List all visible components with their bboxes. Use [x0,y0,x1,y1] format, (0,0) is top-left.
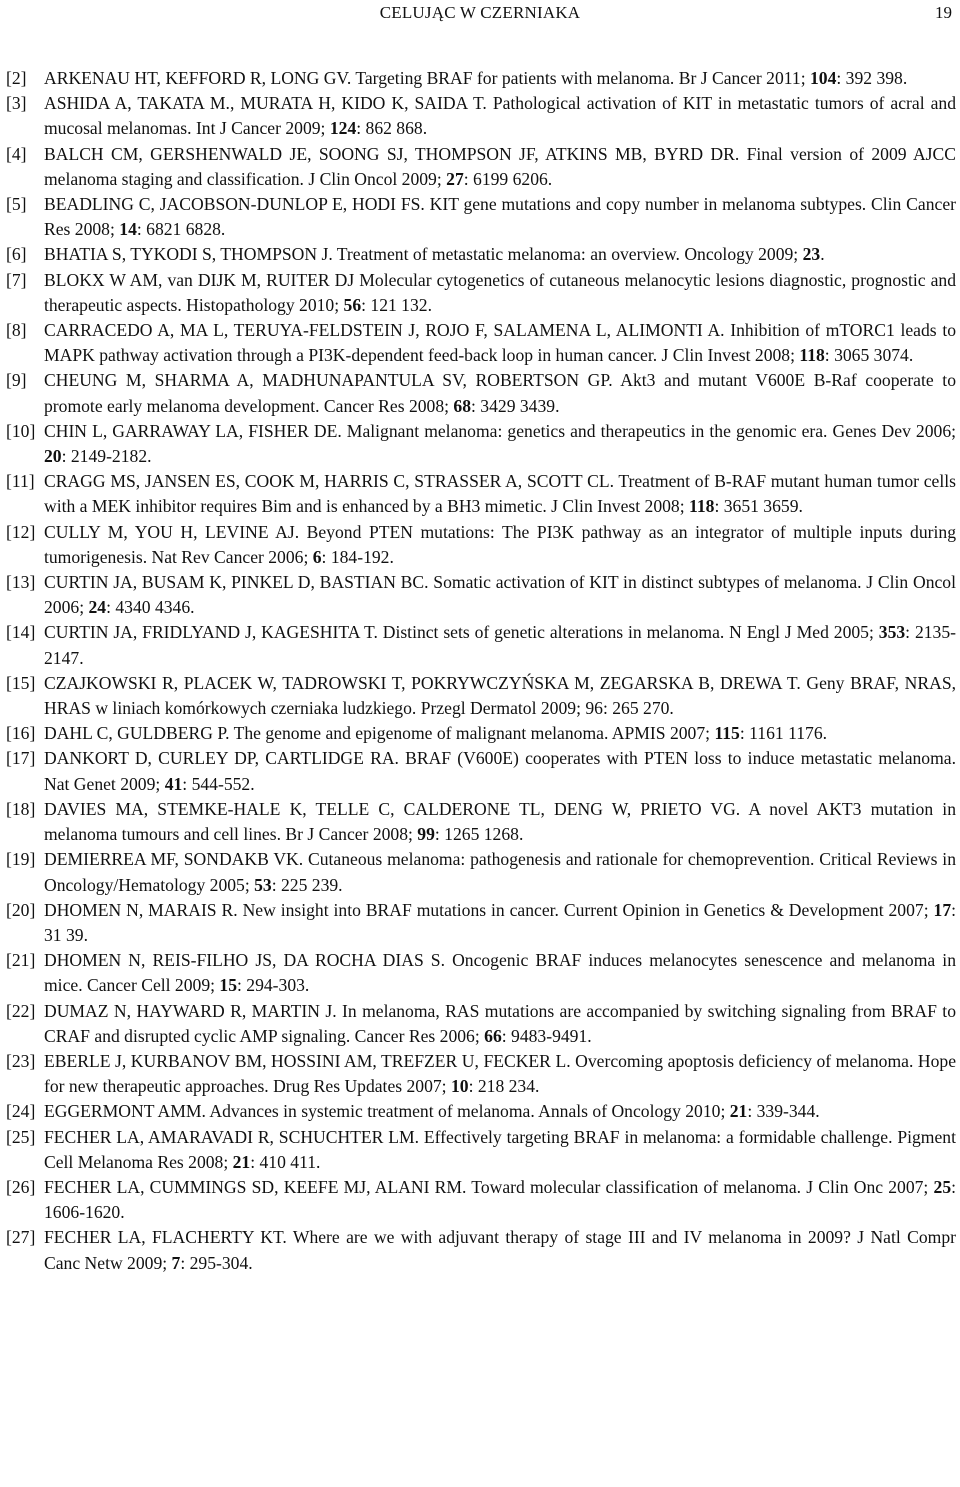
reference-entry [6,898,956,948]
reference-entry [6,1225,956,1275]
reference-number: [24] [6,1101,36,1122]
reference-pages: : 1265 1268. [434,824,524,845]
reference-text [44,270,956,315]
reference-volume: 10 [450,1076,469,1097]
reference-pages: : 1161 1176. [739,723,828,744]
reference-number: [17] [6,748,36,769]
reference-volume: 21 [232,1151,251,1172]
reference-volume: 24 [88,597,107,618]
reference-entry [6,671,956,721]
reference-number: [9] [6,370,27,391]
reference-volume: 14 [119,219,137,240]
reference-number: [15] [6,672,36,693]
reference-citation: BALCH CM, GERSHENWALD JE, SOONG SJ, THOMPSON JF, ATKINS MB, BYRD DR. Final version of 2009 AJCC melanoma staging and classification. J Clin Oncol 2009; [44,143,956,189]
reference-citation: DAHL C, GULDBERG P. The genome and epigenome of malignant melanoma. APMIS 2007; [44,723,715,744]
reference-text [44,900,956,945]
reference-citation: EGGERMONT AMM. Advances in systemic treatment of melanoma. Annals of Oncology 2010; [44,1101,730,1122]
reference-pages: : 225 239. [271,874,343,895]
reference-volume: 21 [729,1101,748,1122]
reference-pages: : 294-303. [237,975,310,996]
reference-volume: 124 [329,118,357,139]
reference-text [44,68,907,88]
reference-text [44,723,827,743]
reference-number: [4] [6,143,27,164]
reference-entry [6,318,956,368]
reference-citation: BLOKX W AM, van DIJK M, RUITER DJ Molecular cytogenetics of cutaneous melanocytic lesions diagnostic, prognostic and therapeutic aspects. Histopathology 2010; [44,269,956,315]
reference-pages: : 544-552. [182,773,255,794]
reference-pages: : 2135-2147. [44,622,956,668]
reference-number: [14] [6,622,36,643]
reference-text [44,572,956,617]
reference-citation: BEADLING C, JACOBSON-DUNLOP E, HODI FS. KIT gene mutations and copy number in melanoma subtypes. Clin Cancer Res 2008; [44,194,956,240]
reference-entry [6,469,956,519]
running-title: CELUJĄC W CZERNIAKA [379,3,581,22]
reference-list [6,66,956,1276]
reference-volume: 27 [446,168,464,189]
reference-number: [13] [6,572,36,593]
reference-entry [6,1049,956,1099]
reference-entry [6,948,956,998]
reference-entry [6,192,956,242]
reference-pages: : 410 411. [250,1151,321,1172]
reference-citation: DEMIERREA MF, SONDAKB VK. Cutaneous melanoma: pathogenesis and rationale for chemoprevention. Critical Reviews in Oncology/Hematology 2005; [44,849,956,895]
reference-citation: EBERLE J, KURBANOV BM, HOSSINI AM, TREFZER U, FECKER L. Overcoming apoptosis deficiency of melanoma. Hope for new therapeutic approaches. Drug Res Updates 2007; [44,1050,956,1097]
reference-text [44,799,956,844]
reference-entry [6,620,956,670]
reference-number: [22] [6,1000,36,1021]
reference-citation: CRAGG MS, JANSEN ES, COOK M, HARRIS C, STRASSER A, SCOTT CL. Treatment of B-RAF mutant human tumor cells with a MEK inhibitor requires Bim and is enhanced by a BH3 mimetic. J Clin Invest 2008; [44,471,956,517]
reference-volume: 53 [254,874,272,895]
reference-volume: 68 [453,395,472,416]
reference-text [44,1001,956,1046]
reference-citation: CHIN L, GARRAWAY LA, FISHER DE. Malignant melanoma: genetics and therapeutics in the genomic era. Genes Dev 2006; [44,420,956,441]
reference-entry [6,570,956,620]
reference-pages: : 6199 6206. [463,168,553,189]
reference-text [44,950,956,995]
reference-pages: : 6821 6828. [136,219,226,240]
reference-pages: : 1606-1620. [44,1176,956,1223]
reference-entry [6,999,956,1049]
reference-text [44,244,825,264]
reference-pages: : 31 39. [44,899,956,945]
page-number: 19 [935,3,952,22]
reference-entry [6,520,956,570]
reference-citation: DHOMEN N, REIS-FILHO JS, DA ROCHA DIAS S. Oncogenic BRAF induces melanocytes senescence and melanoma in mice. Cancer Cell 2009; [44,950,956,996]
reference-citation: CZAJKOWSKI R, PLACEK W, TADROWSKI T, POKRYWCZYŃSKA M, ZEGARSKA B, DREWA T. Geny BRAF, NRAS, HRAS w liniach komórkowych czerniaka ludzkiego. Przegl Dermatol 2009; 96: 265 270. [44,672,956,719]
reference-number: [26] [6,1176,36,1197]
reference-text [44,522,956,567]
reference-text [44,673,956,718]
reference-citation: DAVIES MA, STEMKE-HALE K, TELLE C, CALDERONE TL, DENG W, PRIETO VG. A novel AKT3 mutation in melanoma tumours and cell lines. Br J Cancer 2008; [44,798,956,845]
reference-text [44,849,956,894]
reference-entry [6,1125,956,1175]
reference-text [44,471,956,516]
reference-citation: CHEUNG M, SHARMA A, MADHUNAPANTULA SV, ROBERTSON GP. Akt3 and mutant V600E B-Raf cooperate to promote early melanoma development. Cancer Res 2008; [44,370,956,416]
reference-entry [6,242,956,267]
reference-entry [6,847,956,897]
reference-text [44,421,956,466]
reference-entry [6,797,956,847]
reference-citation: CURTIN JA, FRIDLYAND J, KAGESHITA T. Distinct sets of genetic alterations in melanoma. N Engl J Med 2005; [44,622,879,643]
reference-text [44,622,956,667]
reference-pages: : 2149-2182. [61,446,152,467]
reference-text [44,748,956,793]
reference-citation: BHATIA S, TYKODI S, THOMPSON J. Treatment of metastatic melanoma: an overview. Oncology 2009; [44,244,803,265]
reference-number: [19] [6,849,36,870]
reference-pages: : 339-344. [747,1101,820,1122]
reference-number: [6] [6,244,27,265]
reference-volume: 20 [44,446,62,467]
reference-volume: 118 [689,496,715,517]
reference-text [44,144,956,189]
reference-citation: DHOMEN N, MARAIS R. New insight into BRAF mutations in cancer. Current Opinion in Genetics & Development 2007; [44,899,934,920]
reference-volume: 104 [810,68,837,88]
reference-text [44,93,956,138]
reference-entry [6,419,956,469]
reference-entry [6,91,956,141]
reference-text [44,1101,820,1121]
reference-pages: : 184-192. [321,546,394,567]
reference-number: [2] [6,68,27,88]
reference-number: [5] [6,194,27,215]
reference-citation: CULLY M, YOU H, LEVINE AJ. Beyond PTEN mutations: The PI3K pathway as an integrator of multiple inputs during tumorigenesis. Nat Rev Cancer 2006; [44,521,956,567]
reference-volume: 17 [933,899,952,920]
reference-text [44,1177,956,1222]
reference-citation: DUMAZ N, HAYWARD R, MARTIN J. In melanoma, RAS mutations are accompanied by switching signaling from BRAF to CRAF and disrupted cyclic AMP signaling. Cancer Res 2006; [44,1000,956,1046]
reference-volume: 7 [171,1252,181,1273]
reference-entry [6,721,956,746]
reference-entry [6,268,956,318]
reference-volume: 118 [799,345,825,366]
reference-pages: . [820,244,825,265]
reference-pages: : 392 398. [836,68,908,88]
reference-pages: : 218 234. [468,1076,540,1097]
reference-volume: 23 [802,244,821,265]
reference-volume: 99 [417,824,435,845]
reference-number: [8] [6,320,27,341]
reference-pages: : 3429 3439. [471,395,560,416]
reference-volume: 353 [878,622,906,643]
reference-citation: DANKORT D, CURLEY DP, CARTLIDGE RA. BRAF (V600E) cooperates with PTEN loss to induce metastatic melanoma. Nat Genet 2009; [44,748,956,794]
reference-number: [11] [6,471,35,492]
reference-volume: 56 [343,294,362,315]
reference-volume: 15 [219,975,237,996]
reference-text [44,370,956,415]
reference-citation: FECHER LA, FLACHERTY KT. Where are we with adjuvant therapy of stage III and IV melanoma in 2009? J Natl Compr Canc Netw 2009; [44,1227,956,1273]
reference-text [44,1227,956,1272]
reference-number: [27] [6,1227,36,1248]
reference-text [44,194,956,239]
reference-citation: ASHIDA A, TAKATA M., MURATA H, KIDO K, SAIDA T. Pathological activation of KIT in metastatic tumors of acral and mucosal melanomas. Int J Cancer 2009; [44,93,956,139]
reference-number: [3] [6,93,27,114]
reference-number: [10] [6,420,36,441]
reference-citation: FECHER LA, AMARAVADI R, SCHUCHTER LM. Effectively targeting BRAF in melanoma: a formidable challenge. Pigment Cell Melanoma Res 2008; [44,1126,956,1172]
reference-volume: 115 [714,723,740,744]
reference-entry [6,142,956,192]
reference-number: [21] [6,950,36,971]
reference-volume: 6 [312,546,322,567]
reference-citation: ARKENAU HT, KEFFORD R, LONG GV. Targeting BRAF for patients with melanoma. Br J Cancer 2011; [44,68,810,88]
reference-entry [6,66,956,91]
reference-pages: : 121 132. [361,294,432,315]
reference-number: [7] [6,269,27,290]
reference-citation: FECHER LA, CUMMINGS SD, KEEFE MJ, ALANI RM. Toward molecular classification of melanoma. J Clin Onc 2007; [44,1176,934,1197]
reference-entry [6,1175,956,1225]
reference-text [44,320,956,365]
reference-entry [6,746,956,796]
reference-text [44,1127,956,1172]
reference-pages: : 3065 3074. [824,345,914,366]
reference-entry [6,1099,956,1124]
reference-citation: CARRACEDO A, MA L, TERUYA-FELDSTEIN J, ROJO F, SALAMENA L, ALIMONTI A. Inhibition of mTORC1 leads to MAPK pathway activation through a PI3K-dependent feed-back loop in human cancer. J Clin Invest 2008; [44,320,956,366]
reference-text [44,1051,956,1096]
reference-number: [12] [6,521,36,542]
page-header [0,3,960,25]
reference-volume: 25 [933,1176,952,1197]
reference-pages: : 295-304. [180,1252,253,1273]
reference-number: [16] [6,723,36,744]
reference-pages: : 4340 4346. [106,597,195,618]
reference-volume: 66 [484,1025,502,1046]
reference-volume: 41 [164,773,183,794]
reference-number: [20] [6,899,36,920]
reference-pages: : 862 868. [356,118,428,139]
reference-citation: CURTIN JA, BUSAM K, PINKEL D, BASTIAN BC. Somatic activation of KIT in distinct subtypes of melanoma. J Clin Oncol 2006; [44,572,956,618]
reference-pages: : 9483-9491. [501,1025,592,1046]
reference-entry [6,368,956,418]
reference-number: [18] [6,798,36,819]
reference-number: [23] [6,1050,36,1071]
reference-pages: : 3651 3659. [714,496,803,517]
reference-number: [25] [6,1126,36,1147]
